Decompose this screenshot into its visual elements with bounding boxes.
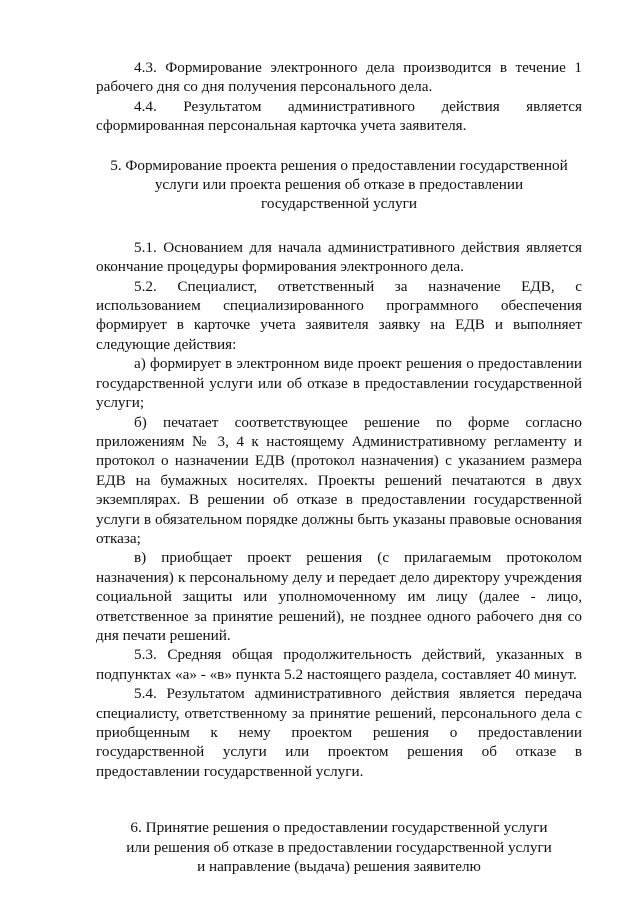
list-item-v: в) приобщает проект решения (с прилагаемым протоколом назначения) к персональному делу и передает дело директору учреждения социальной защиты или уполномоченному им лицу (далее - лицо, ответственное за принятие решений), не позднее одного рабочего дня со дня печати решений. [96, 549, 582, 644]
section-6-heading-line-1: 6. Принятие решения о предоставлении государственной услуги [130, 819, 548, 837]
paragraph-5-4: 5.4. Результатом административного действия является передача специалисту, ответственному за принятие решений, персонального дела с приобщенным к нему проектом решения о предоставлении государственной услуги или проектом решения об отказе в предоставлении государственной услуги. [96, 685, 582, 780]
paragraph-4-4: 4.4. Результатом административного действия является сформированная персональная карточка учета заявителя. [96, 97, 582, 135]
paragraph-5-3: 5.3. Средняя общая продолжительность действий, указанных в подпунктах «а» - «в» пункта 5.2 настоящего раздела, составляет 40 минут. [96, 646, 582, 683]
paragraph-5-1: 5.1. Основанием для начала административного действия является окончание процедуры формирования электронного дела. [96, 238, 582, 276]
section-5-heading: 5. Формирование проекта решения о предоставлении государственной услуги или проекта решения об отказе в предоставлении государственной услуги [110, 156, 568, 213]
list-item-a: а) формирует в электронном виде проект решения о предоставлении государственной услуги или об отказе в предоставлении государственной услуги; [96, 355, 582, 412]
document-page [96, 58, 582, 876]
section-6-heading [96, 818, 582, 876]
section-6-heading-line-2: или решения об отказе в предоставлении государственной услуги [126, 838, 552, 856]
list-item-b: б) печатает соответствующее решение по форме согласно приложениям № 3, 4 к настоящему Административному регламенту и протокол о назначении ЕДВ (протокол назначения) с указанием размера ЕДВ на бумажных носителях. Проекты решений печатаются в двух экземплярах. В решении об отказе в предоставлении государственной услуги в обязательном порядке должны быть указаны правовые основания отказа; [96, 413, 582, 547]
paragraph-4-3: 4.3. Формирование электронного дела производится в течение 1 рабочего дня со дня получения персонального дела. [96, 59, 582, 96]
paragraph-5-2: 5.2. Специалист, ответственный за назначение ЕДВ, с использованием специализированного программного обеспечения формирует в карточке учета заявителя заявку на ЕДВ и выполняет следующие действия: [96, 277, 582, 353]
section-6-heading-line-3: и направление (выдача) решения заявителю [197, 858, 481, 876]
